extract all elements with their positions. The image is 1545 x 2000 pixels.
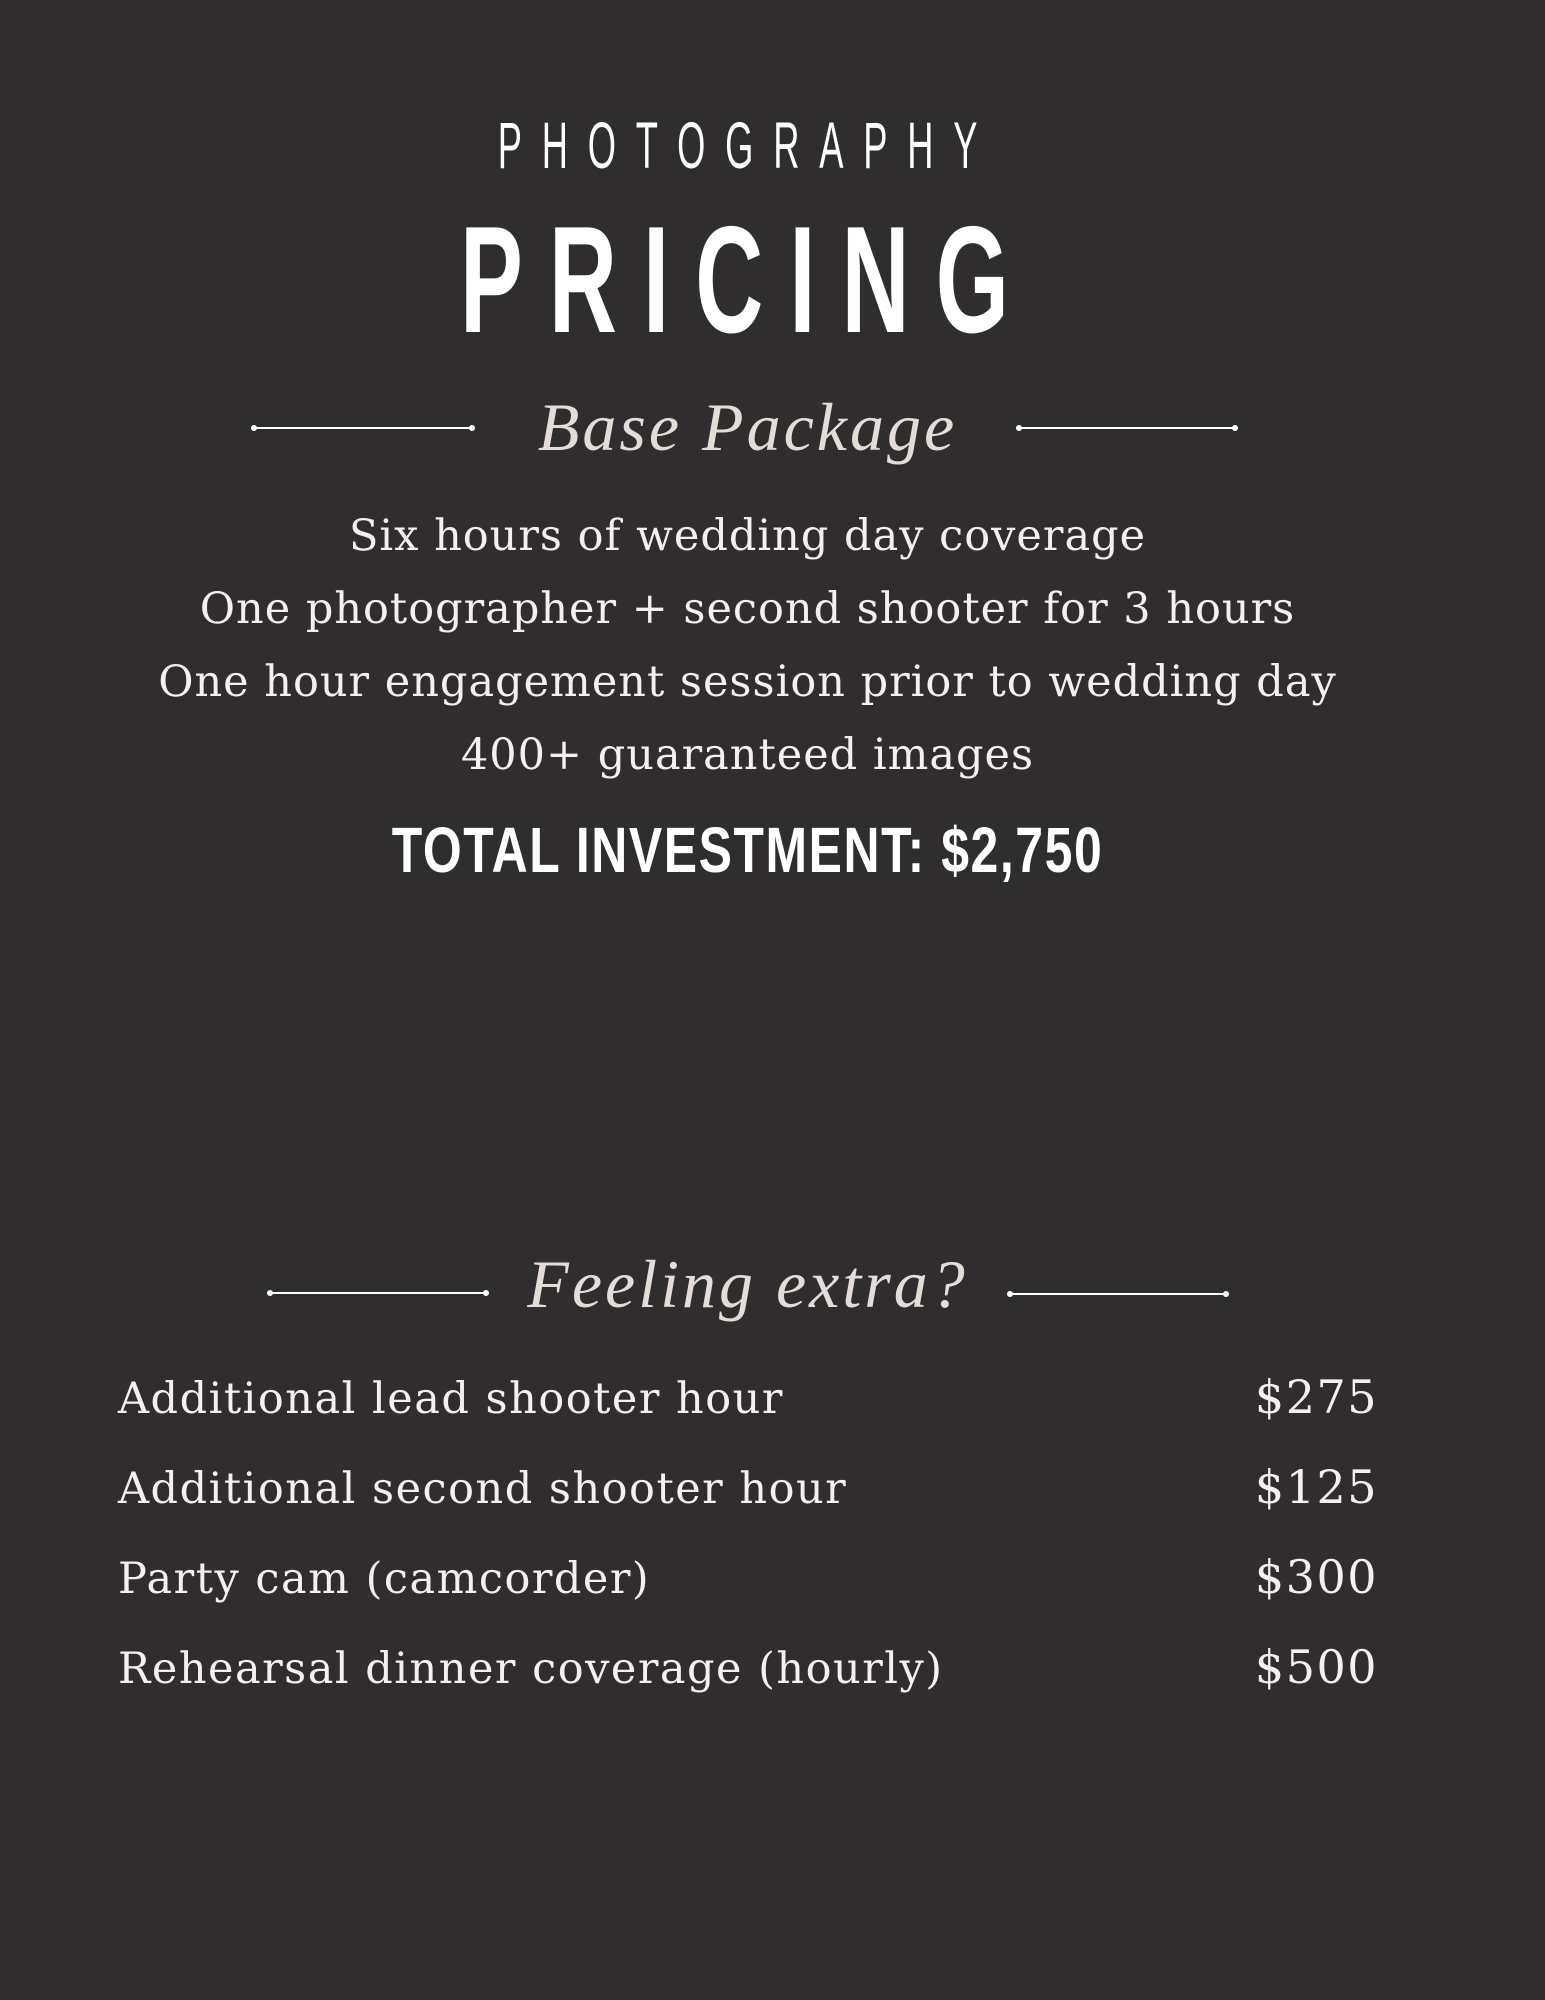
- extras-heading: Feeling extra?: [527, 1246, 968, 1322]
- feature-item: Six hours of wedding day coverage: [348, 511, 1147, 561]
- extras-row: [118, 1550, 1378, 1640]
- extra-price: $275: [1254, 1370, 1378, 1424]
- page-eyebrow: PHOTOGRAPHY: [497, 108, 998, 182]
- extra-price: $500: [1254, 1640, 1378, 1694]
- feature-item: 400+ guaranteed images: [460, 730, 1035, 780]
- feature-item: One hour engagement session prior to wedding day: [158, 657, 1337, 707]
- page-title: PRICING: [460, 195, 1035, 365]
- base-package-heading: Base Package: [537, 389, 958, 465]
- feature-item: One photographer + second shooter for 3 hours: [199, 584, 1296, 634]
- extra-price: $300: [1254, 1550, 1378, 1604]
- extra-label: Rehearsal dinner coverage (hourly): [118, 1644, 944, 1694]
- right-divider: [1010, 1293, 1226, 1295]
- extras-row: [118, 1640, 1378, 1730]
- extra-label: Additional second shooter hour: [118, 1464, 848, 1514]
- extras-row: [118, 1460, 1378, 1550]
- base-package-features: [0, 500, 1495, 792]
- extras-row: [118, 1370, 1378, 1460]
- extra-price: $125: [1254, 1460, 1378, 1514]
- extra-label: Party cam (camcorder): [118, 1554, 651, 1604]
- extra-label: Additional lead shooter hour: [118, 1374, 784, 1424]
- extras-list: [118, 1370, 1378, 1730]
- right-divider: [1019, 427, 1235, 429]
- total-investment: TOTAL INVESTMENT: $2,750: [391, 814, 1104, 886]
